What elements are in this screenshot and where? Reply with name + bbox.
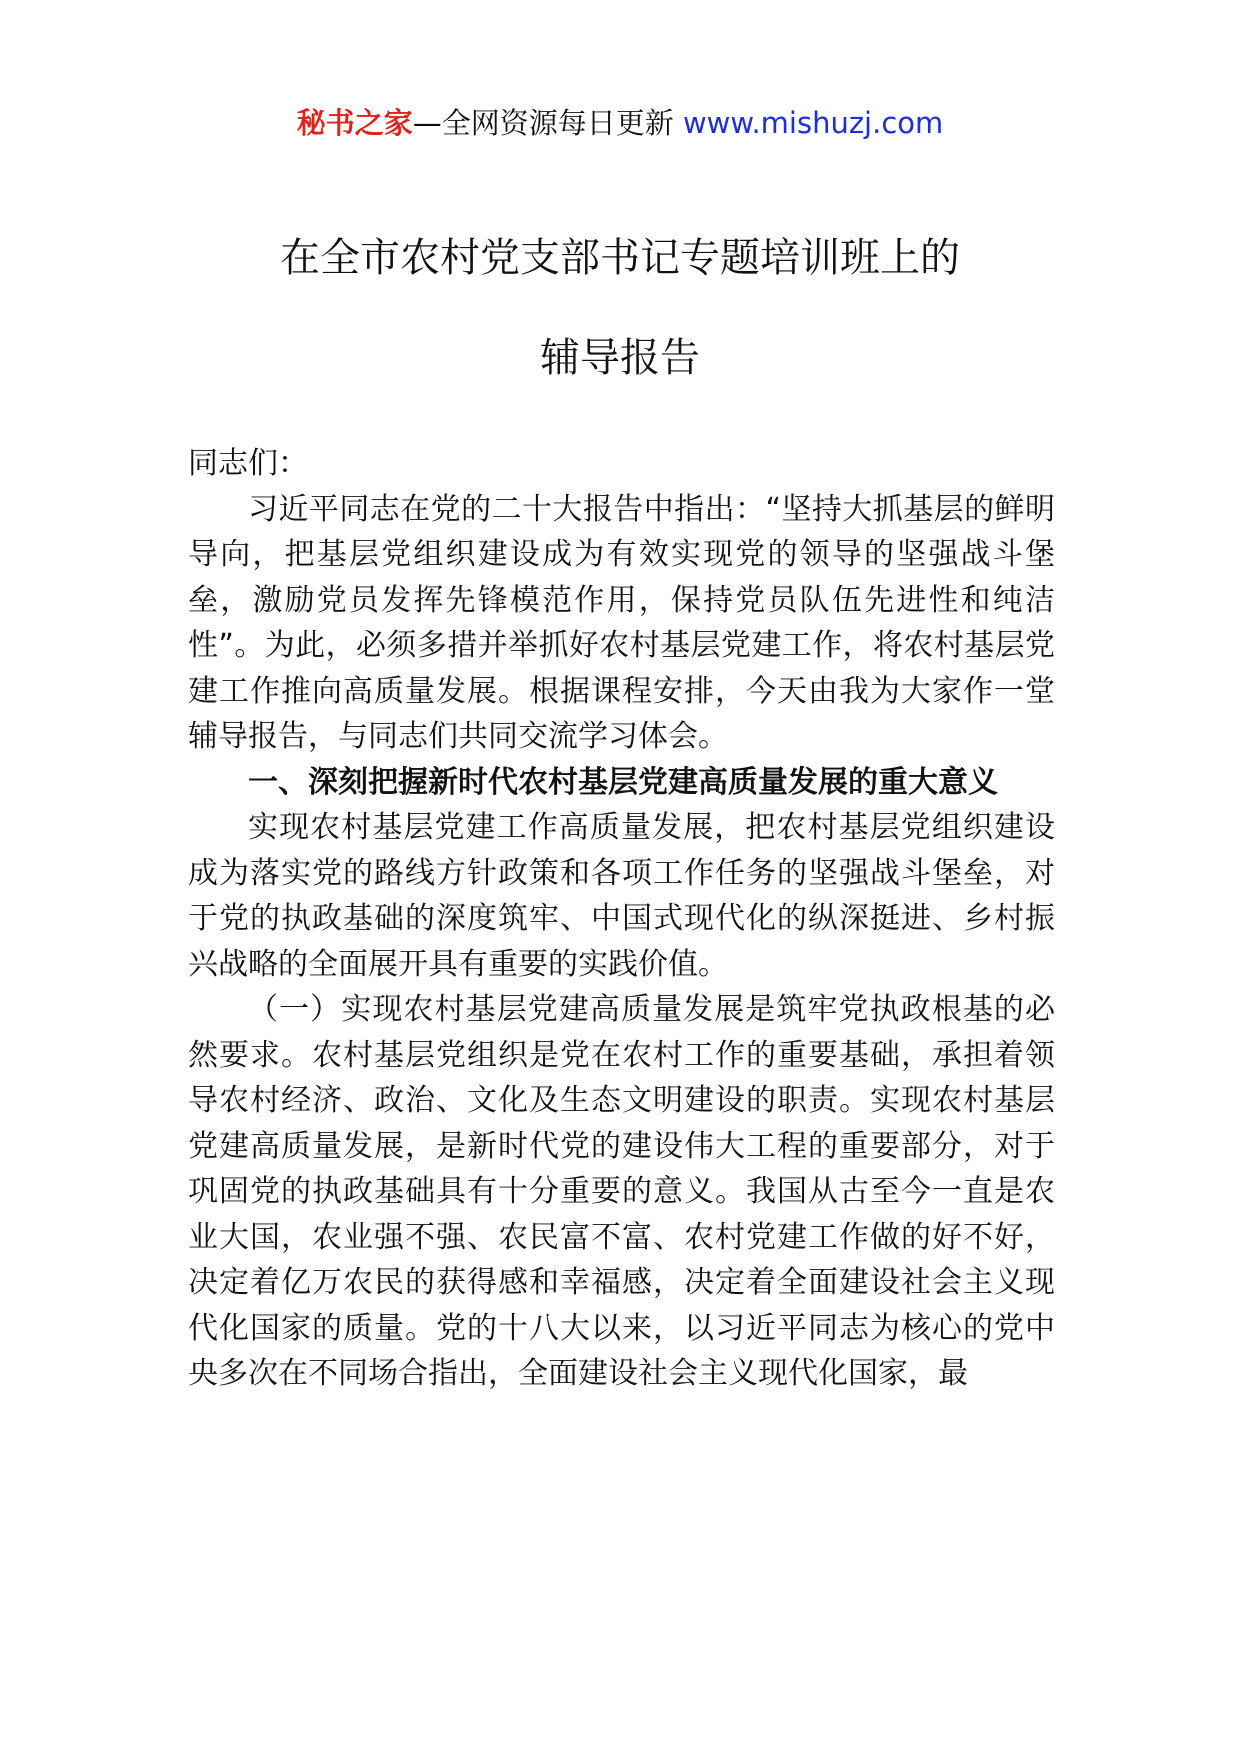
brand-name: 秘书之家	[296, 106, 413, 140]
site-url-link[interactable]: www.mishuzj.com	[682, 106, 944, 140]
document-title-line2: 辅导报告	[540, 335, 700, 381]
header-tagline: —全网资源每日更新	[412, 106, 674, 140]
paragraph-subsection-1: （一）实现农村基层党建高质量发展是筑牢党执政根基的必然要求。农村基层党组织是党在农村工作的重要基础，承担着领导农村经济、政治、文化及生态文明建设的职责。实现农村基层党建高质量发展，是新时代党的建设伟大工程的重要部分，对于巩固党的执政基础具有十分重要的意义。我国从古至今一直是农业大国，农业强不强、农民富不富、农村党建工作做的好不好，决定着亿万农民的获得感和幸福感，决定着全面建设社会主义现代化国家的质量。党的十八大以来，以习近平同志为核心的党中央多次在不同场合指出，全面建设社会主义现代化国家，最	[188, 992, 1055, 1391]
site-header	[0, 103, 1240, 143]
paragraph-intro: 习近平同志在党的二十大报告中指出：“坚持大抓基层的鲜明导向，把基层党组织建设成为有效实现党的领导的坚强战斗堡垒，激励党员发挥先锋模范作用，保持党员队伍先进性和纯洁性”。为此，必须多措并举抓好农村基层党建工作，将农村基层党建工作推向高质量发展。根据课程安排，今天由我为大家作一堂辅导报告，与同志们共同交流学习体会。	[188, 491, 1055, 754]
paragraph-section-1: 实现农村基层党建工作高质量发展，把农村基层党组织建设成为落实党的路线方针政策和各项工作任务的坚强战斗堡垒，对于党的执政基础的深度筑牢、中国式现代化的纵深挺进、乡村振兴战略的全面展开具有重要的实践价值。	[188, 810, 1055, 982]
document-body	[188, 441, 1055, 1397]
salutation: 同志们：	[188, 446, 308, 481]
section-heading-1: 一、深刻把握新时代农村基层党建高质量发展的重大意义	[248, 764, 998, 800]
document-title-line1: 在全市农村党支部书记专题培训班上的	[280, 235, 960, 281]
